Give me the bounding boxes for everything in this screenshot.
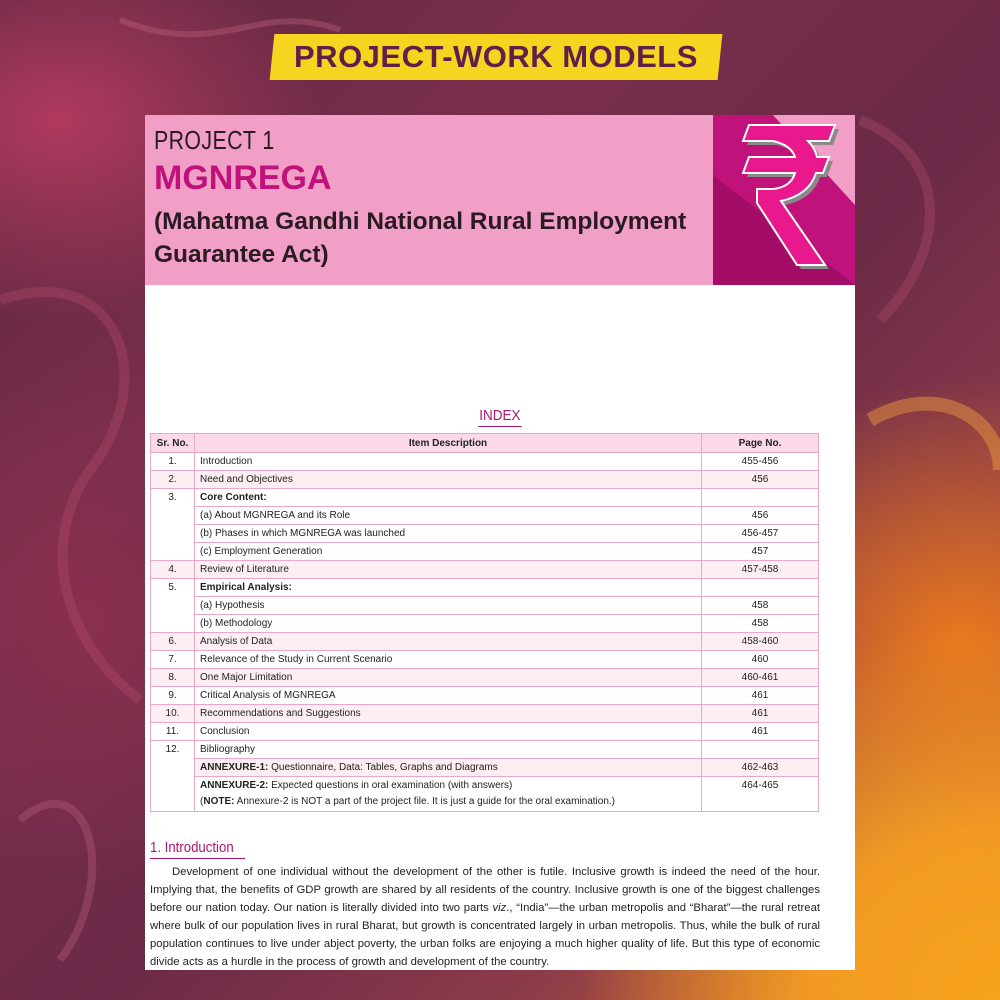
page-cell: 458-460 <box>702 633 819 651</box>
table-row <box>151 615 819 633</box>
item-cell: (a) Hypothesis <box>195 597 702 615</box>
item-cell <box>195 759 702 777</box>
table-row <box>151 705 819 723</box>
item-cell: Recommendations and Suggestions <box>195 705 702 723</box>
table-row <box>151 453 819 471</box>
project-subtitle: (Mahatma Gandhi National Rural Employment Guarantee Act) <box>154 208 687 268</box>
page-cell: 458 <box>702 597 819 615</box>
annexure-2-label: ANNEXURE-2: <box>200 780 269 791</box>
index-table <box>150 433 819 812</box>
page-cell: 462-463 <box>702 759 819 777</box>
introduction-paragraph <box>150 863 820 970</box>
table-row <box>151 489 819 507</box>
index-title: INDEX <box>145 407 855 427</box>
document-page <box>145 115 855 970</box>
logo-panel <box>713 115 855 285</box>
sr-cell: 11. <box>151 723 195 741</box>
page-cell: 457-458 <box>702 561 819 579</box>
item-cell: Conclusion <box>195 723 702 741</box>
page-cell: 457 <box>702 543 819 561</box>
page-cell <box>702 579 819 597</box>
page-cell: 456-457 <box>702 525 819 543</box>
section-heading-introduction: 1. Introduction <box>150 839 245 859</box>
table-header-row <box>151 434 819 453</box>
table-row-annexure-1 <box>151 759 819 777</box>
table-row <box>151 507 819 525</box>
page-cell: 461 <box>702 687 819 705</box>
annexure-1-label: ANNEXURE-1: <box>200 762 269 773</box>
page-cell: 461 <box>702 723 819 741</box>
note-open-paren: ( <box>200 796 204 807</box>
table-row <box>151 633 819 651</box>
table-row <box>151 579 819 597</box>
item-cell: Analysis of Data <box>195 633 702 651</box>
annexure-2-text: Expected questions in oral examination (with answers) <box>268 780 513 791</box>
sr-cell: 7. <box>151 651 195 669</box>
note-label: NOTE: <box>203 796 235 807</box>
table-row <box>151 597 819 615</box>
column-header-sr: Sr. No. <box>151 434 195 453</box>
item-cell: Review of Literature <box>195 561 702 579</box>
banner-title: PROJECT-WORK MODELS <box>294 39 698 74</box>
sr-cell: 8. <box>151 669 195 687</box>
item-cell: Need and Objectives <box>195 471 702 489</box>
page-cell: 456 <box>702 507 819 525</box>
page-cell <box>702 741 819 759</box>
table-row <box>151 543 819 561</box>
intro-text-viz: viz <box>492 902 507 914</box>
sr-cell: 12. <box>151 741 195 812</box>
sr-cell: 1. <box>151 453 195 471</box>
sr-cell: 10. <box>151 705 195 723</box>
page-cell: 464-465 <box>702 777 819 812</box>
table-row <box>151 651 819 669</box>
page-cell: 461 <box>702 705 819 723</box>
item-cell: Introduction <box>195 453 702 471</box>
table-row <box>151 525 819 543</box>
note-text: Annexure-2 is NOT a part of the project file. It is just a guide for the oral examination.) <box>234 796 616 807</box>
page-cell: 460 <box>702 651 819 669</box>
rupee-icon <box>713 115 855 285</box>
table-row <box>151 687 819 705</box>
item-cell: Empirical Analysis: <box>195 579 702 597</box>
intro-text-part-a: Development of one individual without the development of the other is futile. Inclusive growth is indeed the need of the hour. Implying that, the benefits of GDP growth are shared by all residents of the country. Inclusive growth is one of the biggest challenges before our nation today. Our nation is literally divided into two parts <box>150 866 820 914</box>
item-cell: Critical Analysis of MGNREGA <box>195 687 702 705</box>
column-header-item: Item Description <box>195 434 702 453</box>
page-cell: 455-456 <box>702 453 819 471</box>
item-cell: Core Content: <box>195 489 702 507</box>
table-row <box>151 561 819 579</box>
table-row-annexure-2 <box>151 777 819 812</box>
page-cell: 456 <box>702 471 819 489</box>
item-cell: One Major Limitation <box>195 669 702 687</box>
item-cell: (a) About MGNREGA and its Role <box>195 507 702 525</box>
sr-cell: 3. <box>151 489 195 561</box>
item-cell: Relevance of the Study in Current Scenario <box>195 651 702 669</box>
item-cell: (b) Phases in which MGNREGA was launched <box>195 525 702 543</box>
project-title: MGNREGA <box>154 159 332 197</box>
item-cell: (b) Methodology <box>195 615 702 633</box>
project-header <box>145 115 855 285</box>
sr-cell: 2. <box>151 471 195 489</box>
annexure-1-text: Questionnaire, Data: Tables, Graphs and Diagrams <box>268 762 498 773</box>
sr-cell: 4. <box>151 561 195 579</box>
page-cell <box>702 489 819 507</box>
sr-cell: 5. <box>151 579 195 633</box>
page-cell: 460-461 <box>702 669 819 687</box>
page-cell: 458 <box>702 615 819 633</box>
project-number: PROJECT 1 <box>154 125 275 155</box>
item-cell: Bibliography <box>195 741 702 759</box>
item-cell: (c) Employment Generation <box>195 543 702 561</box>
table-row <box>151 471 819 489</box>
intro-text-part-b: ., “India”—the urban metropolis and “Bharat”—the rural retreat where bulk of our population lives in rural Bharat, but growth is concentrated largely in urban metropolis. Thus, while the bulk of rural population continues to live under abject poverty, the urban folks are enjoying a much higher quality of life. But this type of economic divide acts as a hurdle in the process of growth and development of the country. <box>150 902 820 968</box>
column-header-page: Page No. <box>702 434 819 453</box>
item-cell <box>195 777 702 812</box>
section-banner <box>270 34 723 80</box>
sr-cell: 9. <box>151 687 195 705</box>
table-row <box>151 723 819 741</box>
table-row <box>151 669 819 687</box>
table-row <box>151 741 819 759</box>
sr-cell: 6. <box>151 633 195 651</box>
